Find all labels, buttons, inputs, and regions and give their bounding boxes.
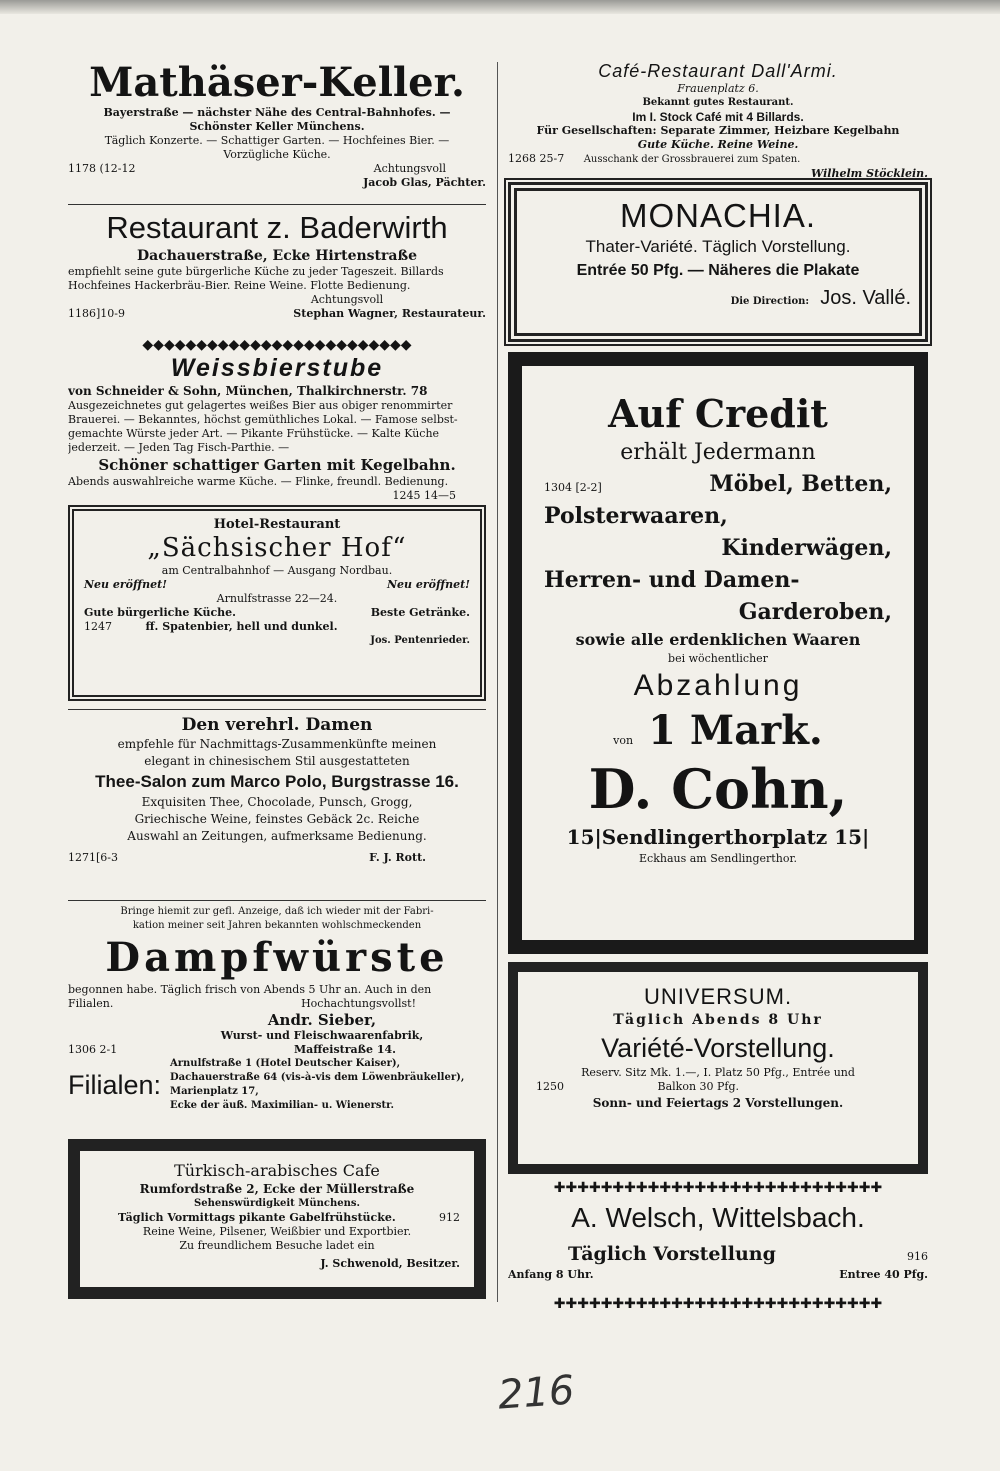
- ad-title: Auf Credit: [608, 391, 828, 436]
- ad-footer: [68, 307, 486, 321]
- ad-line: Entrée 50 Pfg. — Näheres die Plakate: [576, 262, 860, 279]
- ad-owner: J. Schwenold, Besitzer.: [320, 1257, 460, 1270]
- ad-line: Sehenswürdigkeit Münchens.: [194, 1198, 360, 1209]
- ad-item: Herren- und Damen-: [544, 567, 800, 593]
- ad-line: Täglich Konzerte. — Schattiger Garten. — Hochfeines Bier. —: [104, 134, 450, 147]
- ad-line: Balkon 30 Pfg.: [657, 1080, 740, 1093]
- ad-line: Hochfeines Hackerbräu-Bier. Reine Weine. Flotte Bedienung.: [68, 279, 411, 292]
- ad-line: Reine Weine, Pilsener, Weißbier und Exportbier.: [142, 1225, 412, 1238]
- ad-line: erhält Jedermann: [620, 440, 816, 465]
- separator: [68, 204, 486, 205]
- ad-line: Bringe hiemit zur gefl. Anzeige, daß ich wieder mit der Fabri-: [120, 906, 434, 917]
- ad-item: Polsterwaaren,: [544, 503, 728, 529]
- ad-price: Entree 40 Pfg.: [839, 1268, 928, 1281]
- ad-owner: Stephan Wagner, Restaurateur.: [293, 307, 486, 320]
- ad-line: Exquisiten Thee, Chocolade, Punsch, Grogg,: [141, 795, 413, 809]
- ad-line: Filialen.: [68, 997, 114, 1010]
- ad-line: Für Gesellschaften: Separate Zimmer, Heizbare Kegelbahn: [536, 124, 900, 137]
- ad-greeting: Hochachtungsvollst!: [301, 997, 416, 1010]
- ad-von: von: [613, 734, 634, 747]
- ad-owner: F. J. Rott.: [369, 851, 426, 864]
- ad-line: empfehle für Nachmittags-Zusammenkünfte meinen: [117, 737, 437, 751]
- ad-address: Arnulfstrasse 22—24.: [216, 592, 338, 605]
- ad-row: [508, 1268, 928, 1282]
- ad-reference: 1247: [84, 620, 112, 633]
- ad-kicker: Hotel-Restaurant: [213, 517, 341, 532]
- ad-line: elegant in chinesischem Stil ausgestatteten: [144, 754, 410, 768]
- ad-title: Café-Restaurant Dall'Armi.: [598, 61, 838, 81]
- ad-headline: Variété-Vorstellung.: [601, 1033, 835, 1063]
- ad-line: begonnen habe. Täglich frisch von Abends 5 Uhr an. Auch in den: [68, 983, 432, 996]
- ad-row: [544, 468, 892, 500]
- ad-address-note: Eckhaus am Sendlingerthor.: [639, 852, 797, 865]
- ad-row: [536, 1080, 900, 1094]
- left-column: [68, 60, 486, 1299]
- ad-reference: 1271[6-3: [68, 851, 118, 864]
- ad-line: Ausgezeichnetes gut gelagertes weißes Bier aus obiger renommirter: [68, 399, 453, 412]
- ad-food: Gute bürgerliche Küche.: [84, 606, 236, 619]
- ad-line: Im I. Stock Café mit 4 Billards.: [632, 110, 804, 124]
- separator: [68, 900, 486, 901]
- ad-new-label: Neu eröffnet!: [386, 578, 470, 591]
- ad-line: Täglich Abends 8 Uhr: [613, 1012, 823, 1028]
- ad-reference: 1304 [2-2]: [544, 481, 602, 494]
- ad-offer-row: [84, 606, 470, 620]
- page-top-edge: [0, 0, 1000, 14]
- ad-new-label: Neu eröffnet!: [84, 578, 168, 591]
- ad-row: [508, 152, 928, 167]
- ad-abzahlung: Abzahlung: [633, 669, 803, 702]
- ad-greeting: Achtungsvoll: [373, 162, 446, 175]
- ad-line: Täglich Vormittags pikante Gabelfrühstücke.: [118, 1211, 396, 1224]
- ad-title: UNIVERSUM.: [643, 984, 793, 1009]
- ad-item: Garderoben,: [738, 599, 892, 625]
- ad-mathaeser-keller: [68, 60, 486, 200]
- ad-footer: [68, 162, 486, 176]
- ad-title: Den verehrl. Damen: [181, 715, 373, 735]
- ad-owner: Andr. Sieber,: [267, 1011, 377, 1029]
- ad-director: Jos. Vallé.: [820, 287, 911, 309]
- ad-row: [68, 1043, 486, 1057]
- ad-welsch-wittelsbach: [508, 1196, 928, 1296]
- ad-line: Gute Küche. Reine Weine.: [637, 138, 799, 151]
- ad-reference: 1268 25-7: [508, 152, 565, 165]
- ad-drinks: Beste Getränke.: [370, 606, 470, 619]
- ad-reference: 912: [439, 1211, 460, 1224]
- ad-monachia: [508, 182, 928, 342]
- ad-line: Brauerei. — Bekanntes, höchst gemüthliches Lokal. — Famose selbst-: [68, 413, 458, 426]
- ad-title: A. Welsch, Wittelsbach.: [571, 1202, 865, 1233]
- ad-d-cohn: [508, 352, 928, 954]
- ad-director-row: [525, 287, 911, 310]
- ad-dall-armi: [508, 60, 928, 178]
- ad-line: Reserv. Sitz Mk. 1.—, I. Platz 50 Pfg., Entrée und: [581, 1066, 855, 1079]
- ad-row: [68, 997, 486, 1011]
- ad-title: Restaurant z. Baderwirth: [106, 210, 448, 245]
- ad-reference: 1245 14—5: [392, 489, 456, 501]
- ad-reference: 1250: [536, 1080, 564, 1093]
- ad-baderwirth: [68, 209, 486, 337]
- right-column: [508, 60, 928, 1312]
- ad-line: Vorzügliche Küche.: [223, 148, 331, 161]
- ad-owner: Jacob Glas, Pächter.: [363, 176, 486, 189]
- ad-line: am Centralbahnhof — Ausgang Nordbau.: [161, 564, 393, 577]
- ad-reference: 1178 (12-12: [68, 162, 136, 175]
- filialen-label: Filialen:: [68, 1070, 162, 1100]
- ad-line: Bekannt gutes Restaurant.: [642, 97, 794, 108]
- ad-line: empfiehlt seine gute bürgerliche Küche zu jeder Tageszeit. Billards: [68, 265, 444, 278]
- filialen-list: [170, 1057, 464, 1113]
- ad-address: Rumfordstraße 2, Ecke der Müllerstraße: [139, 1182, 415, 1196]
- ad-address: 15|Sendlingerthorplatz 15|: [566, 825, 870, 849]
- ad-director-label: Die Direction:: [730, 296, 810, 307]
- ad-reference: 916: [907, 1250, 928, 1263]
- ad-item: Möbel, Betten,: [709, 471, 892, 497]
- ad-reference: 1306 2-1: [68, 1043, 118, 1056]
- ad-marco-polo: [68, 714, 486, 896]
- ad-line: Sonn- und Feiertags 2 Vorstellungen.: [592, 1096, 844, 1110]
- ad-line: Abends auswahlreiche warme Küche. — Flinke, freundl. Bedienung.: [68, 475, 449, 488]
- ad-address: Frauenplatz 6.: [677, 82, 759, 95]
- ad-item: sowie alle erdenklichen Waaren: [575, 630, 861, 649]
- filiale-item: Marienplatz 17,: [170, 1086, 259, 1097]
- ad-universum: [508, 962, 928, 1174]
- ad-line: Ausschank der Grossbrauerei zum Spaten.: [583, 154, 801, 165]
- cross-border: ✚✚✚✚✚✚✚✚✚✚✚✚✚✚✚✚✚✚✚✚✚✚✚✚✚✚✚✚: [553, 1296, 883, 1312]
- ad-start: Anfang 8 Uhr.: [508, 1268, 594, 1281]
- ad-line: gemachte Würste jeder Art. — Pikante Frühstücke. — Kalte Küche: [68, 427, 440, 440]
- filiale-item: Arnulfstraße 1 (Hotel Deutscher Kaiser),: [170, 1058, 401, 1069]
- filiale-item: Dachauerstraße 64 (vis-à-vis dem Löwenbräukeller),: [170, 1072, 465, 1083]
- ad-address: Dachauerstraße, Ecke Hirtenstraße: [136, 248, 418, 264]
- ad-line: Schöner schattiger Garten mit Kegelbahn.: [98, 456, 456, 474]
- ad-beer: ff. Spatenbier, hell und dunkel.: [145, 620, 338, 633]
- ad-line: Griechische Weine, feinstes Gebäck 2c. Reiche: [134, 812, 420, 826]
- ad-title: Weissbierstube: [170, 354, 384, 382]
- ad-owner-title: Wurst- und Fleischwaarenfabrik,: [220, 1029, 424, 1042]
- ad-amount: 1 Mark.: [648, 707, 823, 754]
- ad-tuerkisch-cafe: [68, 1139, 486, 1299]
- ad-row: [508, 1240, 928, 1268]
- ad-line: Bayerstraße — nächster Nähe des Central-Bahnhofes. —: [103, 106, 451, 119]
- ad-headline: Thee-Salon zum Marco Polo, Burgstrasse 16.: [95, 772, 459, 791]
- ad-title: Dampfwürste: [105, 934, 449, 981]
- diamond-border: ◆◆◆◆◆◆◆◆◆◆◆◆◆◆◆◆◆◆◆◆◆◆◆◆◆: [142, 337, 412, 353]
- ad-weissbierstube: [68, 353, 486, 501]
- ad-footer: [68, 851, 486, 865]
- ad-item: Kinderwägen,: [721, 535, 892, 561]
- ad-line: Thater-Variété. Täglich Vorstellung.: [585, 237, 851, 256]
- ad-byline: von Schneider & Sohn, München, Thalkirchnerstr. 78: [68, 384, 428, 398]
- ad-line: kation meiner seit Jahren bekannten wohlschmeckenden: [132, 920, 422, 931]
- ad-dampfwuerste: [68, 905, 486, 1133]
- ad-owner: Jos. Pentenrieder.: [370, 635, 470, 646]
- ad-reference: 1186]10-9: [68, 307, 125, 320]
- separator: [68, 709, 486, 710]
- ad-owner: Wilhelm Stöcklein.: [810, 167, 928, 178]
- ad-line: Schönster Keller Münchens.: [189, 120, 365, 133]
- page-number: 216: [496, 1367, 576, 1419]
- filiale-item: Ecke der äuß. Maximilian- u. Wienerstr.: [170, 1100, 394, 1111]
- ad-row: [94, 1211, 460, 1225]
- column-divider: [497, 62, 498, 1302]
- ad-name: D. Cohn,: [588, 757, 848, 821]
- ad-title: Mathäser-Keller.: [89, 60, 465, 106]
- ad-owner-street: Maffeistraße 14.: [293, 1043, 396, 1056]
- ad-title: „Sächsischer Hof“: [147, 533, 407, 563]
- ad-line: Täglich Vorstellung: [568, 1243, 776, 1265]
- ad-line: jederzeit. — Jeden Tag Fisch-Parthie. —: [68, 441, 290, 454]
- ad-new-row: [84, 578, 470, 592]
- ad-title: MONACHIA.: [619, 197, 816, 234]
- ad-line: bei wöchentlicher: [668, 652, 768, 665]
- ad-greeting: Achtungsvoll: [310, 293, 384, 306]
- ad-line: Zu freundlichem Besuche ladet ein: [179, 1239, 375, 1252]
- filialen-block: [68, 1057, 486, 1113]
- cross-border: ✚✚✚✚✚✚✚✚✚✚✚✚✚✚✚✚✚✚✚✚✚✚✚✚✚✚✚✚: [553, 1180, 883, 1196]
- ad-amount-row: [544, 706, 892, 756]
- ad-beer-row: [84, 620, 470, 634]
- ad-title: Türkisch-arabisches Cafe: [174, 1161, 380, 1180]
- ad-line: Auswahl an Zeitungen, aufmerksame Bedienung.: [127, 829, 427, 843]
- ad-saechsischer-hof: [68, 505, 486, 701]
